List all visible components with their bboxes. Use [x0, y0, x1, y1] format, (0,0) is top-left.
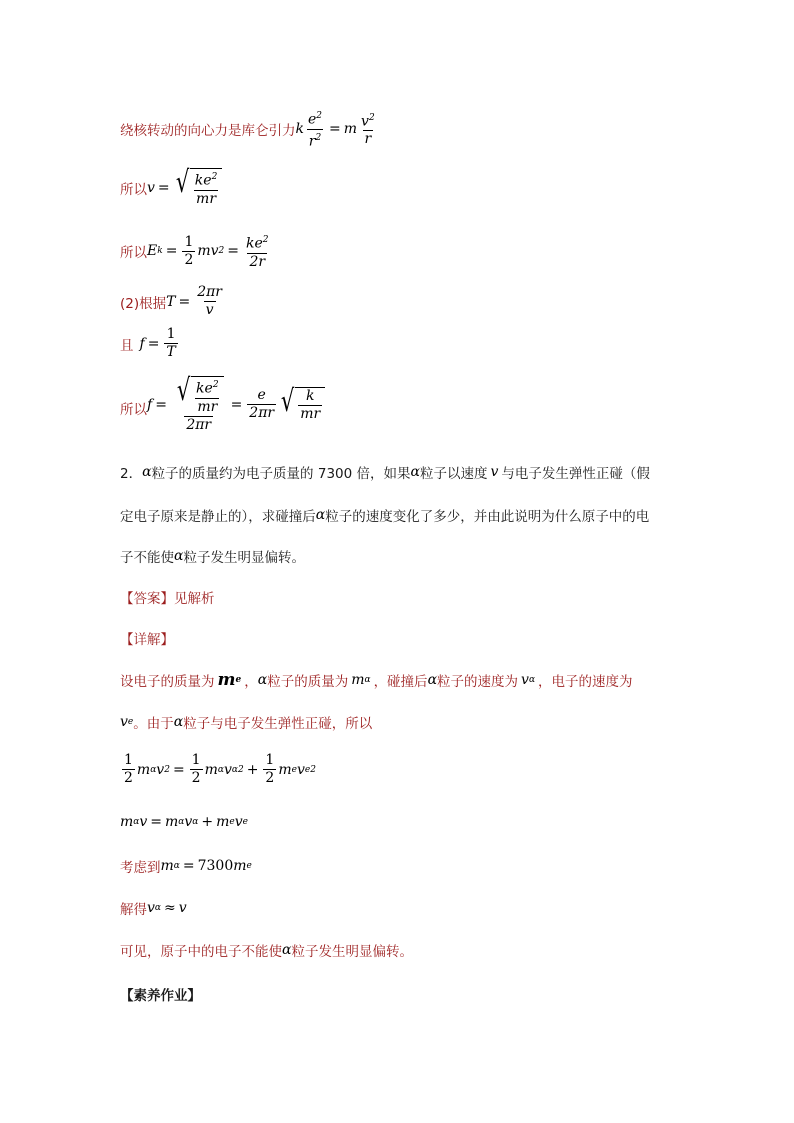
alpha-symbol: α — [142, 464, 152, 480]
eq-period-line — [120, 284, 226, 319]
v-symbol: v — [490, 464, 499, 480]
detail-text-8: 粒子与电子发生弹性正碰，所以 — [183, 716, 373, 732]
detail-text-solve: 解得 — [120, 902, 147, 918]
homework-label: 【素养作业】 — [120, 988, 201, 1004]
eq-coulomb-line — [120, 108, 379, 150]
detail-line-consider — [120, 856, 252, 876]
alpha-symbol: α — [427, 672, 438, 688]
alpha-symbol: α — [410, 464, 420, 480]
detail-text-4: ，碰撞后 — [373, 674, 428, 690]
text-suoyi-3: 所以 — [120, 402, 147, 418]
detail-text-conclusion-2: 粒子发生明显偏转。 — [291, 944, 413, 960]
homework-heading — [120, 984, 201, 1004]
detail-text-7: 。由于 — [133, 716, 174, 732]
eq-velocity-line — [120, 165, 222, 208]
text-genju: (2)根据 — [120, 295, 167, 312]
q2-text-6: 子不能使 — [120, 550, 174, 566]
q2-text-2: 粒子以速度 — [419, 466, 488, 482]
eq-kinetic: E k = $\frac{1}{2}$ mv 2 = $\frac{ke^2}{2r}$ — [147, 233, 269, 270]
text-suoyi-2: 所以 — [120, 245, 147, 262]
q2-text-5: 粒子的速度变化了多少，并由此说明为什么原子中的电 — [325, 509, 650, 525]
eq-energy-line — [120, 752, 316, 787]
question-2-line-3 — [120, 546, 305, 566]
q2-text-4: 定电子原来是静止的），求碰撞后 — [120, 509, 316, 525]
answer-label: 【答案】见解析 — [120, 591, 215, 607]
detail-text-5: 粒子的速度为 — [437, 674, 519, 690]
q2-text-1: 粒子的质量约为电子质量的 7300 倍，如果 — [151, 466, 411, 482]
alpha-symbol: α — [282, 942, 292, 958]
q2-text-3: 与电子发生弹性正碰（假 — [501, 466, 650, 482]
detail-label: 【详解】 — [120, 632, 174, 648]
eq-energy: $\frac{1}{2}$ m α v 2 = $\frac{1}{2}$ m α v α 2 + $\frac{1}{2}$ m e v e 2 — [124, 752, 316, 786]
eq-frequency-result: f = √ $\frac{ke^2}{mr}$ 2πr = $\frac{e}{2\pi r}$ √ $\frac{k}{mr}$ — [147, 376, 325, 434]
detail-text-2: ， — [244, 674, 258, 690]
question-2-line-1 — [120, 462, 650, 482]
eq-result: v α ≈ v — [147, 900, 187, 916]
detail-line-1 — [120, 670, 633, 690]
eq-malpha: m α — [351, 672, 371, 688]
eq-frequency-line — [120, 326, 180, 361]
alpha-symbol: α — [315, 507, 326, 523]
detail-line-conclusion — [120, 940, 413, 960]
alpha-symbol: α — [257, 672, 268, 688]
answer-line — [120, 587, 215, 607]
question-2-line-2 — [120, 505, 649, 525]
q2-text-7: 粒子发生明显偏转。 — [183, 550, 305, 566]
detail-heading — [120, 628, 174, 648]
eq-frequency: f = $\frac{1}{T}$ — [139, 326, 176, 360]
eq-ve: v e — [120, 714, 134, 730]
eq-coulomb: k $\frac{e^2}{r^2}$ = m $\frac{v^2}{r}$ — [295, 111, 375, 150]
eq-velocity: v = √ $\frac{ke^2}{mr}$ — [147, 168, 222, 208]
eq-mass-ratio: m α = 7300 m e — [160, 858, 252, 874]
eq-frequency-result-line — [120, 373, 325, 434]
text-qie: 且 — [120, 337, 134, 354]
eq-momentum-line — [120, 814, 248, 830]
eq-period: T = $\frac{2\pi r}{v}$ — [166, 284, 223, 318]
alpha-symbol: α — [173, 714, 184, 730]
detail-text-1: 设电子的质量为 — [120, 674, 215, 690]
detail-line-solve — [120, 898, 187, 918]
eq-me: m e — [217, 670, 242, 690]
q2-number: 2． — [120, 466, 143, 482]
eq-kinetic-line — [120, 232, 273, 271]
detail-text-6: ，电子的速度为 — [538, 674, 633, 690]
detail-line-2 — [120, 712, 372, 732]
eq-valpha: v α — [521, 672, 536, 688]
detail-text-conclusion-1: 可见，原子中的电子不能使 — [120, 944, 282, 960]
text-coulomb: 绕核转动的向心力是库仑引力 — [120, 123, 296, 140]
detail-text-3: 粒子的质量为 — [267, 674, 349, 690]
text-suoyi-1: 所以 — [120, 181, 147, 198]
eq-momentum: m α v = m α v α + m e v e — [120, 814, 248, 830]
value-7300: 7300 — [197, 858, 234, 874]
alpha-symbol: α — [174, 548, 184, 564]
detail-text-consider: 考虑到 — [120, 860, 161, 876]
